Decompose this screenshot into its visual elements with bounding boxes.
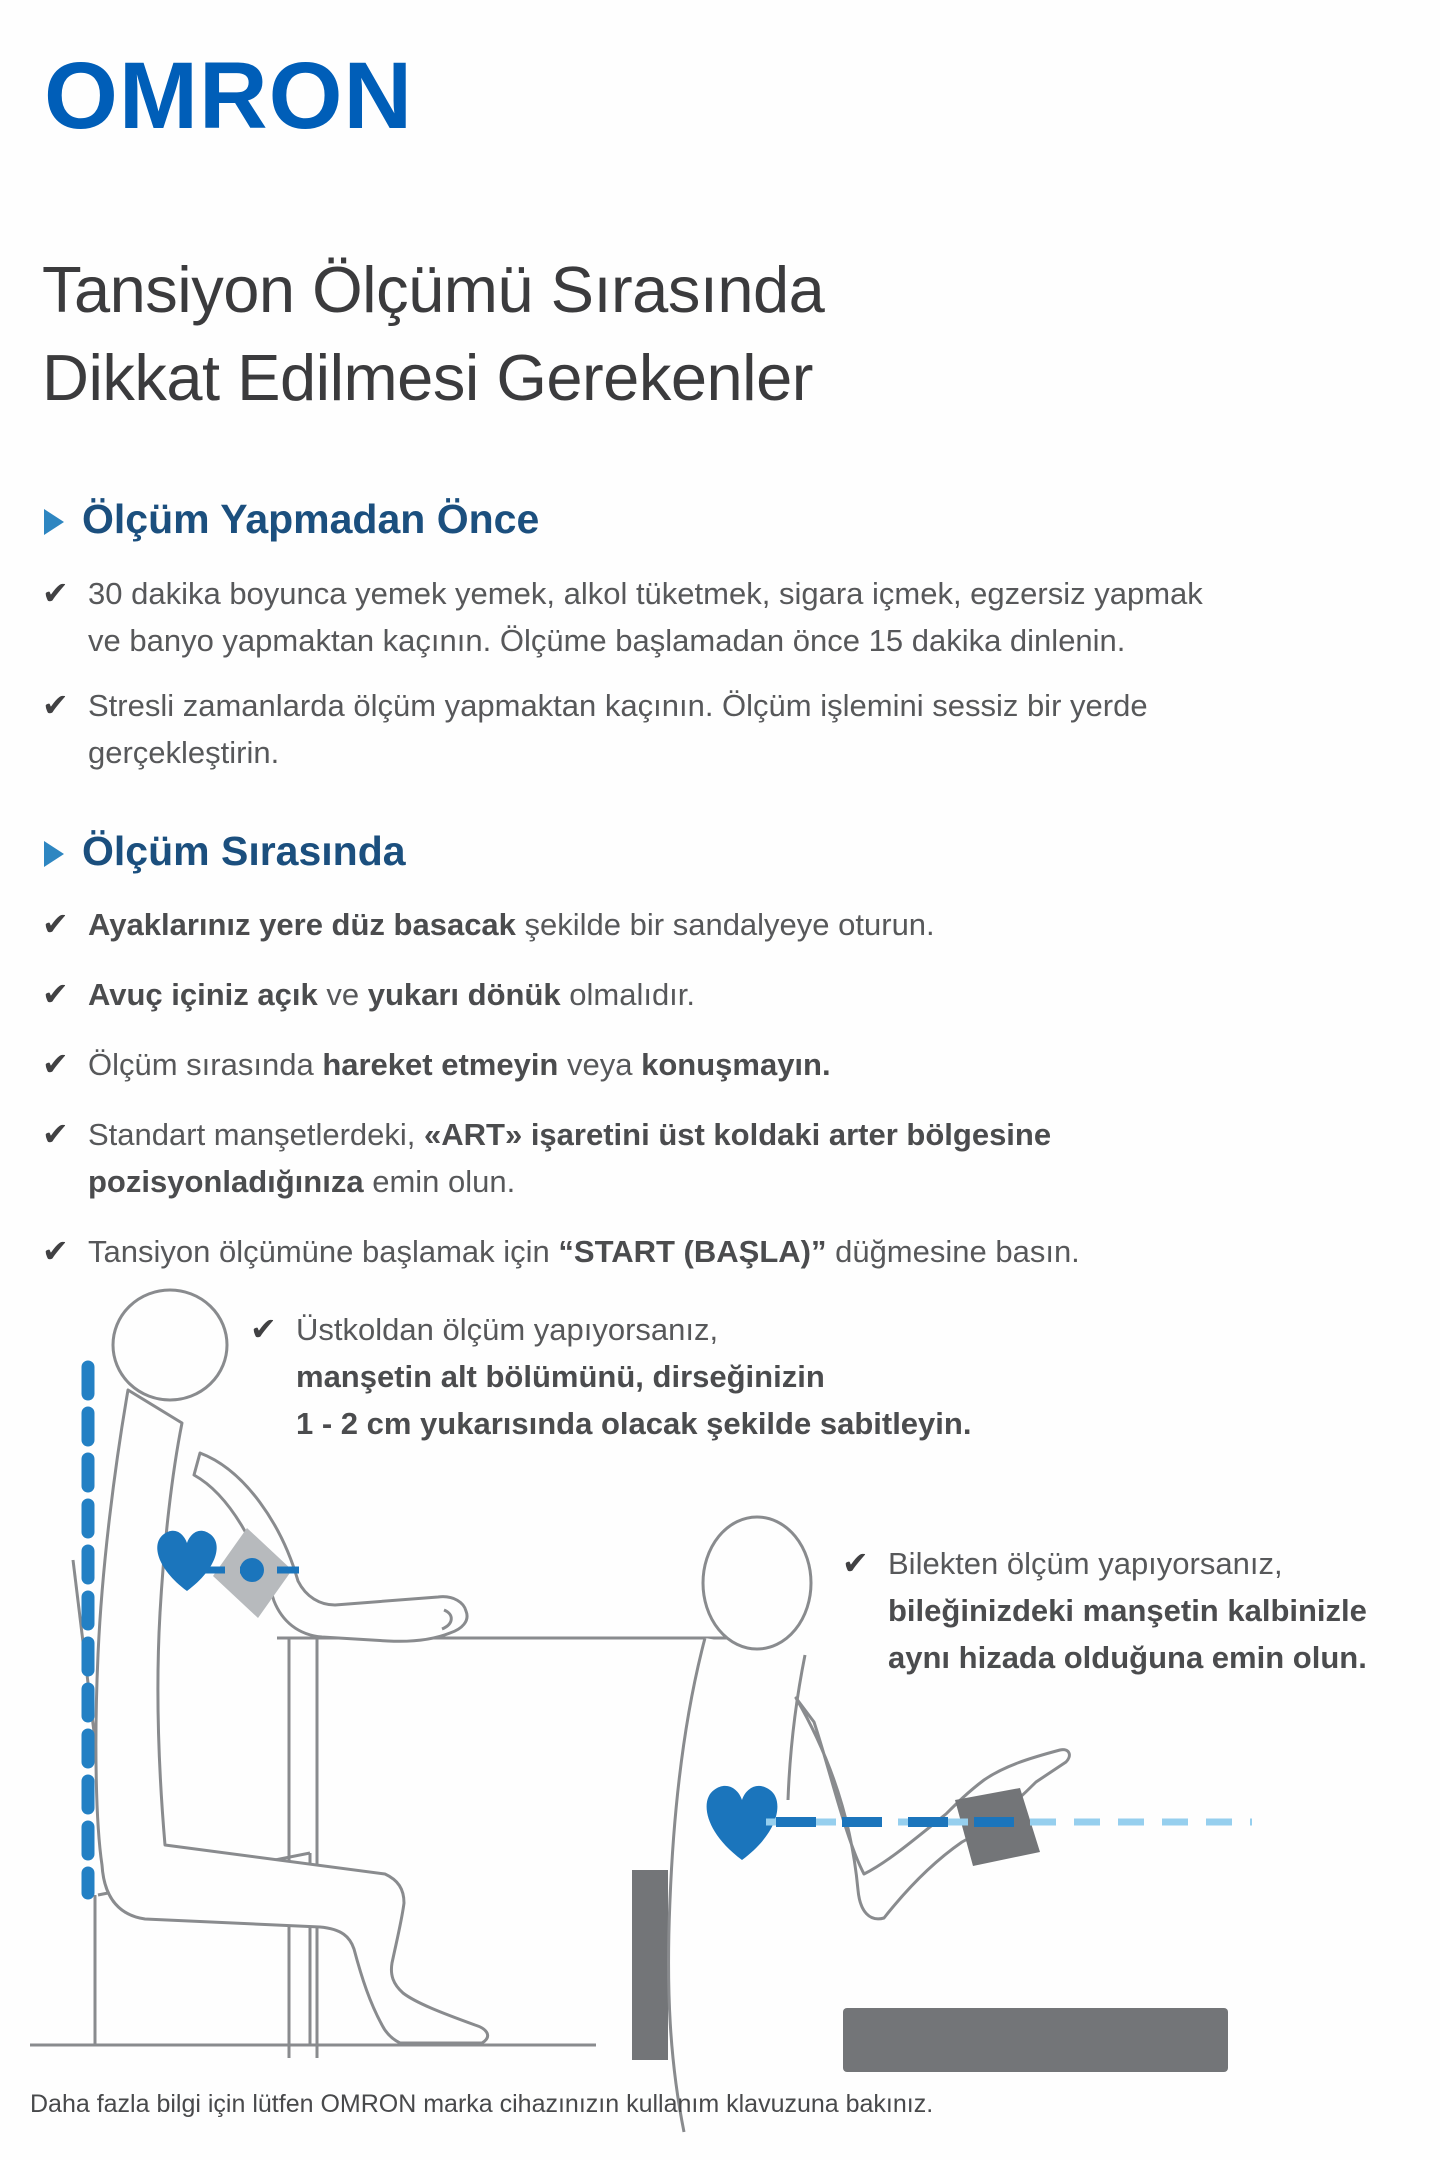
person-head	[113, 1290, 227, 1400]
check-icon: ✔	[42, 906, 69, 942]
wrist-measurement-illustration	[600, 1470, 1330, 2160]
upper-arm-annotation: ✔ Üstkoldan ölçüm yapıyorsanız, manşetin alt bölümünü, dirseğinizin 1 - 2 cm yukarısında olacak şekilde sabitleyin.	[250, 1306, 1056, 1447]
check-icon: ✔	[42, 1116, 69, 1152]
page-title-line2: Dikkat Edilmesi Gerekenler	[42, 341, 813, 414]
arrow-right-icon	[44, 841, 64, 867]
heart-icon	[157, 1531, 216, 1591]
table-surface	[843, 2008, 1228, 2072]
section-heading-before-measurement	[44, 496, 539, 543]
bullet-item: ✔ Ölçüm sırasında hareket etmeyin veya konuşmayın.	[42, 1041, 1402, 1088]
bullet-item: ✔ Standart manşetlerdeki, «ART» işaretini üst koldaki arter bölgesine pozisyonladığınıza emin olun.	[42, 1111, 1402, 1205]
page-title-line1: Tansiyon Ölçümü Sırasında	[42, 253, 825, 326]
check-icon: ✔	[42, 1046, 69, 1082]
arrow-right-icon	[44, 509, 64, 535]
footer-note: Daha fazla bilgi için lütfen OMRON marka cihazınızın kullanım klavuzuna bakınız.	[30, 2090, 934, 2118]
check-icon: ✔	[42, 976, 69, 1012]
person-head	[703, 1517, 811, 1649]
check-icon: ✔	[842, 1545, 869, 1581]
bullet-item: ✔ Ayaklarınız yere düz basacak şekilde bir sandalyeye oturun.	[42, 901, 1402, 948]
wrist-annotation: ✔ Bilekten ölçüm yapıyorsanız, bileğinizdeki manşetin kalbinizle aynı hizada olduğuna emin olun.	[842, 1540, 1440, 1681]
person-body-outline	[96, 1390, 488, 2043]
page-title	[42, 246, 824, 422]
omron-logo: OMRON	[44, 43, 414, 149]
cuff-center-dot	[240, 1558, 264, 1582]
section-heading-during-measurement	[44, 828, 406, 875]
bullet-item: ✔ 30 dakika boyunca yemek yemek, alkol tüketmek, sigara içmek, egzersiz yapmak ve banyo yapmaktan kaçının. Ölçüme başlamadan önce 15 dakika dinlenin.	[42, 570, 1402, 664]
check-icon: ✔	[42, 1233, 69, 1269]
section-heading-label: Ölçüm Sırasında	[82, 828, 406, 874]
check-icon: ✔	[250, 1311, 277, 1347]
check-icon: ✔	[42, 575, 69, 611]
bullet-item: ✔ Avuç içiniz açık ve yukarı dönük olmalıdır.	[42, 971, 1402, 1018]
chair-back-bar	[632, 1870, 668, 2060]
person-arm	[796, 1698, 1069, 1919]
bullet-item: ✔ Stresli zamanlarda ölçüm yapmaktan kaçının. Ölçüm işlemini sessiz bir yerde gerçekleştirin.	[42, 682, 1402, 776]
bullet-item: ✔ Tansiyon ölçümüne başlamak için “START (BAŞLA)” düğmesine basın.	[42, 1228, 1402, 1275]
check-icon: ✔	[42, 687, 69, 723]
bullet-list-during-measurement	[42, 901, 1402, 1298]
section-heading-label: Ölçüm Yapmadan Önce	[82, 496, 540, 542]
bullet-list-before-measurement	[42, 570, 1402, 794]
